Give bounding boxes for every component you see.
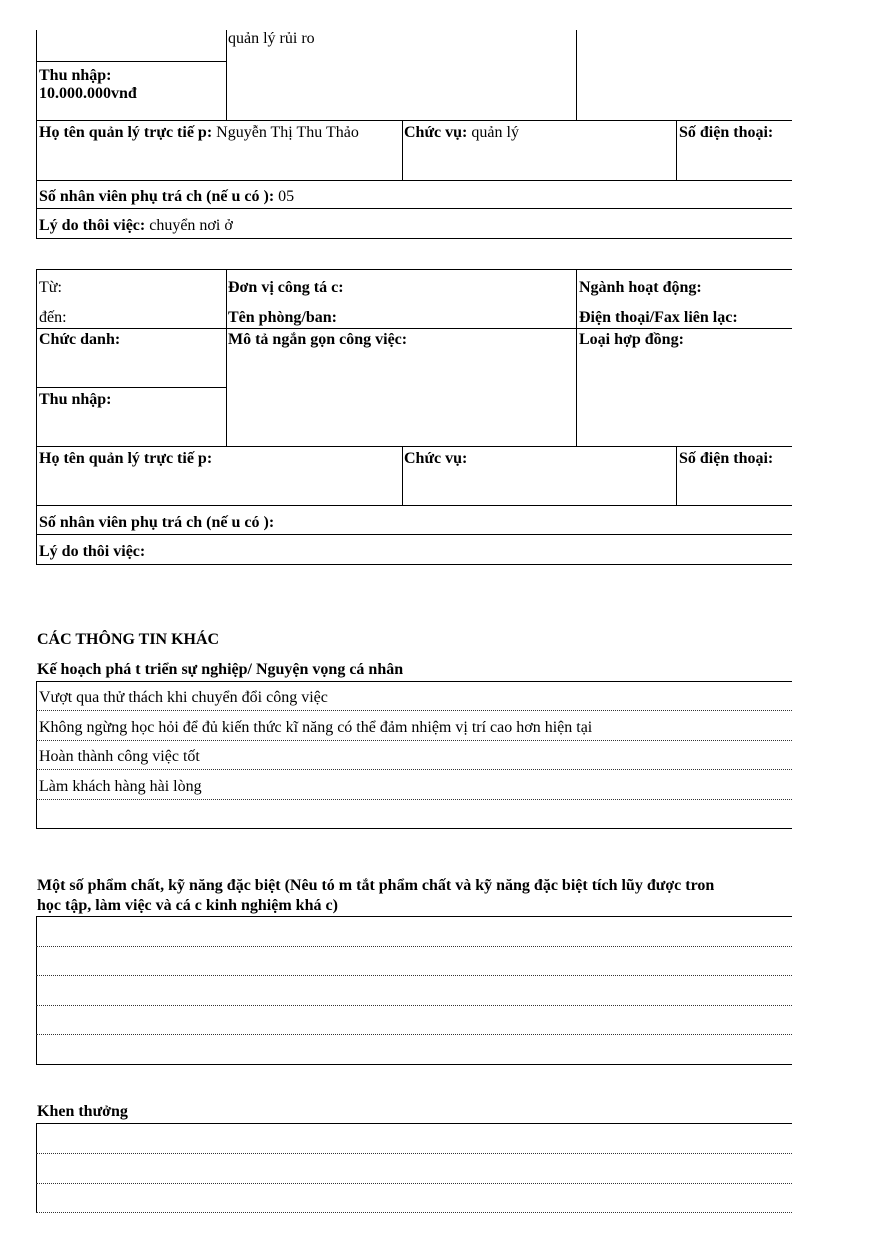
dotted-line xyxy=(36,740,792,741)
manager-label: Họ tên quản lý trực tiế p: xyxy=(39,450,213,467)
table-border xyxy=(36,681,792,682)
dotted-line xyxy=(36,769,792,770)
from-label: Từ: xyxy=(39,279,62,296)
phone-label: Số điện thoại: xyxy=(679,450,774,467)
career-item: Vượt qua thử thách khi chuyển đổi công việc xyxy=(39,689,328,706)
department-label: Tên phòng/ban: xyxy=(228,309,337,326)
dotted-line xyxy=(36,1212,792,1213)
table-border xyxy=(36,534,792,535)
table-border xyxy=(576,30,577,120)
table-border xyxy=(36,208,792,209)
contract-type-label: Loại hợp đồng: xyxy=(579,331,684,348)
table-border xyxy=(36,681,37,828)
awards-heading: Khen thưởng xyxy=(37,1103,128,1120)
table-border xyxy=(36,564,792,565)
table-border xyxy=(36,180,37,238)
dotted-line xyxy=(36,1005,792,1006)
table-border xyxy=(36,1123,792,1124)
career-plan-heading: Kế hoạch phá t triển sự nghiệp/ Nguyện vọng cá nhân xyxy=(37,661,404,678)
job-description-label: Mô tả ngắn gọn công việc: xyxy=(228,331,408,348)
table-border xyxy=(576,269,577,446)
dotted-line xyxy=(36,946,792,947)
table-border xyxy=(36,828,792,829)
phone-label: Số điện thoại: xyxy=(679,124,774,141)
industry-label: Ngành hoạt động: xyxy=(579,279,702,296)
position-label: Chức vụ: xyxy=(404,450,468,467)
to-label: đến: xyxy=(39,309,67,326)
staff-count-field: Số nhân viên phụ trá ch (nế u có ): 05 xyxy=(39,188,295,205)
section-heading: CÁC THÔNG TIN KHÁC xyxy=(37,631,220,648)
table-border xyxy=(36,1123,37,1213)
table-border xyxy=(36,269,792,270)
skills-heading-line2: học tập, làm việc và cá c kinh nghiệm khá c) xyxy=(37,897,338,914)
staff-count-label: Số nhân viên phụ trá ch (nế u có ): xyxy=(39,514,275,531)
manager-field: Họ tên quản lý trực tiế p: Nguyễn Thị Thu Thảo xyxy=(39,124,359,141)
unit-label: Đơn vị công tá c: xyxy=(228,279,344,296)
table-border xyxy=(36,120,37,180)
table-border xyxy=(402,120,403,180)
dotted-line xyxy=(36,975,792,976)
income-label: Thu nhập: xyxy=(39,391,112,408)
table-border xyxy=(36,238,792,239)
leave-reason-label: Lý do thôi việc: xyxy=(39,543,146,560)
table-border xyxy=(36,328,792,329)
dotted-line xyxy=(36,710,792,711)
position-field: Chức vụ: quản lý xyxy=(404,124,519,141)
leave-reason-field: Lý do thôi việc: chuyển nơi ở xyxy=(39,217,233,234)
table-border xyxy=(676,446,677,505)
job-description-text: quản lý rủi ro xyxy=(228,30,315,47)
table-border xyxy=(36,61,226,62)
income-value: 10.000.000vnđ xyxy=(39,85,137,102)
dotted-line xyxy=(36,1153,792,1154)
dotted-line xyxy=(36,1183,792,1184)
table-border xyxy=(226,30,227,120)
table-border xyxy=(676,120,677,180)
table-border xyxy=(36,916,37,1064)
career-item: Hoàn thành công việc tốt xyxy=(39,748,200,765)
phone-fax-label: Điện thoại/Fax liên lạc: xyxy=(579,309,738,326)
job-title-label: Chức danh: xyxy=(39,331,121,348)
career-item: Làm khách hàng hài lòng xyxy=(39,778,202,795)
income-label: Thu nhập: xyxy=(39,67,112,84)
table-border xyxy=(402,446,403,505)
dotted-line xyxy=(36,1034,792,1035)
table-border xyxy=(36,505,792,506)
skills-heading-line1: Một số phẩm chất, kỹ năng đặc biệt (Nêu tó m tắt phẩm chất và kỹ năng đặc biệt tích lũy được tron xyxy=(37,877,715,894)
table-border xyxy=(36,387,226,388)
table-border xyxy=(36,446,792,447)
table-border xyxy=(36,916,792,917)
table-border xyxy=(36,30,37,120)
table-border xyxy=(226,269,227,446)
dotted-line xyxy=(36,799,792,800)
table-border xyxy=(36,1064,792,1065)
table-border xyxy=(36,180,792,181)
table-border xyxy=(36,120,792,121)
career-item: Không ngừng học hỏi để đủ kiến thức kĩ năng có thể đảm nhiệm vị trí cao hơn hiện tại xyxy=(39,719,593,736)
